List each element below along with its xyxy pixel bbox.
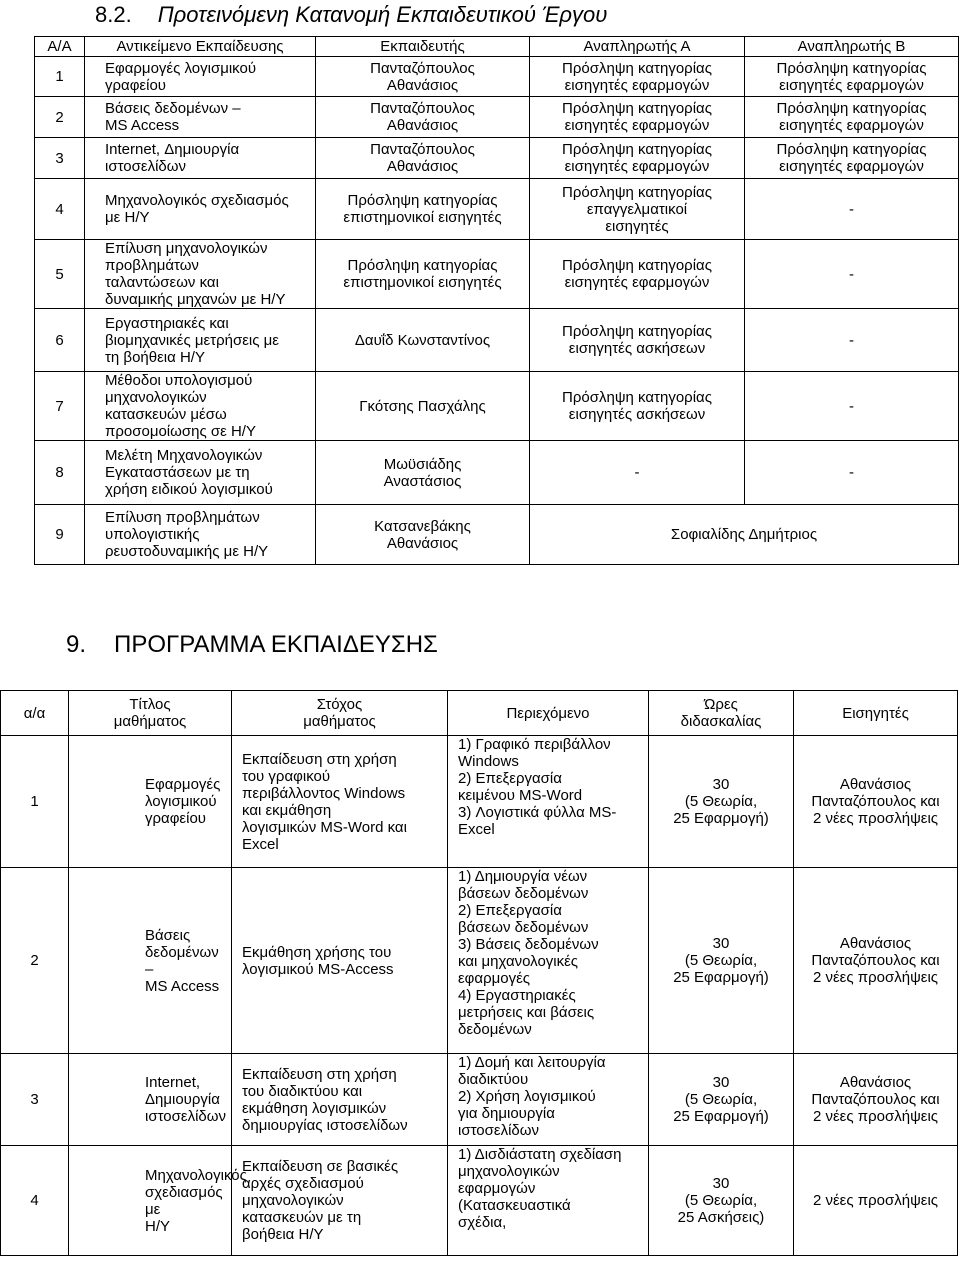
row-subject: Μέθοδοι υπολογισμού μηχανολογικών κατασκευών μέσω προσομοίωσης σε Η/Υ [85, 372, 316, 441]
row-substitute-a: Πρόσληψη κατηγορίας εισηγητές εφαρμογών [530, 97, 745, 138]
row-substitute-a: Πρόσληψη κατηγορίας εισηγητές ασκήσεων [530, 372, 745, 441]
table-row [1, 1146, 958, 1256]
row-number: 1 [35, 57, 85, 97]
row-teaching-hours: 30 (5 Θεωρία, 25 Εφαρμογή) [649, 1054, 794, 1146]
program-header-row [1, 691, 958, 736]
row-course-goal: Εκμάθηση χρήσης του λογισμικού MS-Access [232, 868, 448, 1054]
row-course-title: Internet, Δημιουργία ιστοσελίδων [69, 1054, 232, 1146]
section-number: 9. [66, 631, 87, 658]
row-instructors: Αθανάσιος Πανταζόπουλος και 2 νέες προσλήψεις [794, 736, 958, 868]
section-title: Προτεινόμενη Κατανομή Εκπαιδευτικού Έργου [157, 2, 608, 27]
row-course-title: Μηχανολογικός σχεδιασμός με Η/Υ [69, 1146, 232, 1256]
row-number: 4 [35, 179, 85, 240]
row-number: 6 [35, 309, 85, 372]
table-row [35, 240, 959, 309]
row-content: 1) Δημιουργία νέων βάσεων δεδομένων 2) Επεξεργασία βάσεων δεδομένων 3) Βάσεις δεδομένων και μηχανολογικές εφαρμογές 4) Εργαστηριακές μετρήσεις και βάσεις δεδομένων [448, 868, 649, 1054]
table-row [1, 1054, 958, 1146]
row-instructor: Πρόσληψη κατηγορίας επιστημονικοί εισηγητές [316, 240, 530, 309]
header-aa: α/α [1, 691, 69, 736]
row-course-goal: Εκπαίδευση στη χρήση του γραφικού περιβάλλοντος Windows και εκμάθηση λογισμικών MS-Word και Excel [232, 736, 448, 868]
row-subject: Μελέτη Μηχανολογικών Εγκαταστάσεων με τη χρήση ειδικού λογισμικού [85, 441, 316, 505]
row-number: 2 [1, 868, 69, 1054]
section-8-2-heading [95, 2, 607, 28]
row-number: 7 [35, 372, 85, 441]
row-subject: Εργαστηριακές και βιομηχανικές μετρήσεις με τη βοήθεια Η/Υ [85, 309, 316, 372]
header-content: Περιεχόμενο [448, 691, 649, 736]
row-substitute-a: Πρόσληψη κατηγορίας εισηγητές εφαρμογών [530, 240, 745, 309]
row-instructor: Πανταζόπουλος Αθανάσιος [316, 138, 530, 179]
section-9-heading [66, 631, 438, 659]
row-instructors: Αθανάσιος Πανταζόπουλος και 2 νέες προσλήψεις [794, 1054, 958, 1146]
row-substitute-b: Πρόσληψη κατηγορίας εισηγητές εφαρμογών [745, 97, 959, 138]
row-teaching-hours: 30 (5 Θεωρία, 25 Εφαρμογή) [649, 736, 794, 868]
row-number: 4 [1, 1146, 69, 1256]
row-teaching-hours: 30 (5 Θεωρία, 25 Ασκήσεις) [649, 1146, 794, 1256]
table-row [35, 57, 959, 97]
table-row [35, 97, 959, 138]
row-instructors: Αθανάσιος Πανταζόπουλος και 2 νέες προσλήψεις [794, 868, 958, 1054]
section-number: 8.2. [95, 2, 132, 27]
row-instructor: Κατσανεβάκης Αθανάσιος [316, 505, 530, 565]
row-instructor: Μωϋσιάδης Αναστάσιος [316, 441, 530, 505]
allocation-table [34, 36, 959, 565]
row-content: 1) Γραφικό περιβάλλον Windows 2) Επεξεργασία κειμένου MS-Word 3) Λογιστικά φύλλα MS- Excel [448, 736, 649, 868]
row-substitute-a: Σοφιαλίδης Δημήτριος [530, 505, 959, 565]
row-substitute-a: Πρόσληψη κατηγορίας επαγγελματικοί εισηγητές [530, 179, 745, 240]
row-substitute-a: Πρόσληψη κατηγορίας εισηγητές εφαρμογών [530, 57, 745, 97]
row-content: 1) Δισδιάστατη σχεδίαση μηχανολογικών εφαρμογών (Κατασκευαστικά σχέδια, [448, 1146, 649, 1256]
row-number: 2 [35, 97, 85, 138]
training-program-table [0, 690, 958, 1256]
row-instructors: 2 νέες προσλήψεις [794, 1146, 958, 1256]
row-substitute-a: Πρόσληψη κατηγορίας εισηγητές εφαρμογών [530, 138, 745, 179]
table-row [35, 138, 959, 179]
row-substitute-b: - [745, 179, 959, 240]
header-instructors: Εισηγητές [794, 691, 958, 736]
row-instructor: Πρόσληψη κατηγορίας επιστημονικοί εισηγητές [316, 179, 530, 240]
header-teaching-hours: Ώρες διδασκαλίας [649, 691, 794, 736]
row-instructor: Δαυΐδ Κωνσταντίνος [316, 309, 530, 372]
row-substitute-b: - [745, 309, 959, 372]
table-row [35, 505, 959, 565]
row-substitute-b: Πρόσληψη κατηγορίας εισηγητές εφαρμογών [745, 57, 959, 97]
row-number: 9 [35, 505, 85, 565]
row-substitute-a: Πρόσληψη κατηγορίας εισηγητές ασκήσεων [530, 309, 745, 372]
table-row [35, 179, 959, 240]
table-row [35, 372, 959, 441]
row-content: 1) Δομή και λειτουργία διαδικτύου 2) Χρήση λογισμικού για δημιουργία ιστοσελίδων [448, 1054, 649, 1146]
row-instructor: Πανταζόπουλος Αθανάσιος [316, 57, 530, 97]
row-teaching-hours: 30 (5 Θεωρία, 25 Εφαρμογή) [649, 868, 794, 1054]
header-substitute-b: Αναπληρωτής Β [745, 37, 959, 57]
row-number: 3 [1, 1054, 69, 1146]
row-number: 8 [35, 441, 85, 505]
row-substitute-b: - [745, 240, 959, 309]
row-subject: Επίλυση προβλημάτων υπολογιστικής ρευστοδυναμικής με Η/Υ [85, 505, 316, 565]
header-course-title: Τίτλος μαθήματος [69, 691, 232, 736]
row-subject: Μηχανολογικός σχεδιασμός με Η/Υ [85, 179, 316, 240]
header-subject: Αντικείμενο Εκπαίδευσης [85, 37, 316, 57]
table-row [35, 441, 959, 505]
table-row [35, 309, 959, 372]
row-instructor: Γκότσης Πασχάλης [316, 372, 530, 441]
row-subject: Βάσεις δεδομένων – MS Access [85, 97, 316, 138]
allocation-header-row [35, 37, 959, 57]
row-course-goal: Εκπαίδευση σε βασικές αρχές σχεδιασμού μηχανολογικών κατασκευών με τη βοήθεια Η/Υ [232, 1146, 448, 1256]
header-instructor: Εκπαιδευτής [316, 37, 530, 57]
header-course-goal: Στόχος μαθήματος [232, 691, 448, 736]
row-substitute-b: - [745, 372, 959, 441]
row-instructor: Πανταζόπουλος Αθανάσιος [316, 97, 530, 138]
header-aa: Α/Α [35, 37, 85, 57]
row-course-title: Εφαρμογές λογισμικού γραφείου [69, 736, 232, 868]
table-row [1, 868, 958, 1054]
row-course-goal: Εκπαίδευση στη χρήση του διαδικτύου και εκμάθηση λογισμικών δημιουργίας ιστοσελίδων [232, 1054, 448, 1146]
row-subject: Επίλυση μηχανολογικών προβλημάτων ταλαντώσεων και δυναμικής μηχανών με Η/Υ [85, 240, 316, 309]
header-substitute-a: Αναπληρωτής Α [530, 37, 745, 57]
row-substitute-b: Πρόσληψη κατηγορίας εισηγητές εφαρμογών [745, 138, 959, 179]
row-number: 3 [35, 138, 85, 179]
row-number: 5 [35, 240, 85, 309]
row-number: 1 [1, 736, 69, 868]
row-subject: Εφαρμογές λογισμικού γραφείου [85, 57, 316, 97]
table-row [1, 736, 958, 868]
row-subject: Internet, Δημιουργία ιστοσελίδων [85, 138, 316, 179]
row-substitute-b: - [745, 441, 959, 505]
section-title: ΠΡΟΓΡΑΜΜΑ ΕΚΠΑΙΔΕΥΣΗΣ [114, 631, 438, 658]
row-substitute-a: - [530, 441, 745, 505]
row-course-title: Βάσεις δεδομένων – MS Access [69, 868, 232, 1054]
